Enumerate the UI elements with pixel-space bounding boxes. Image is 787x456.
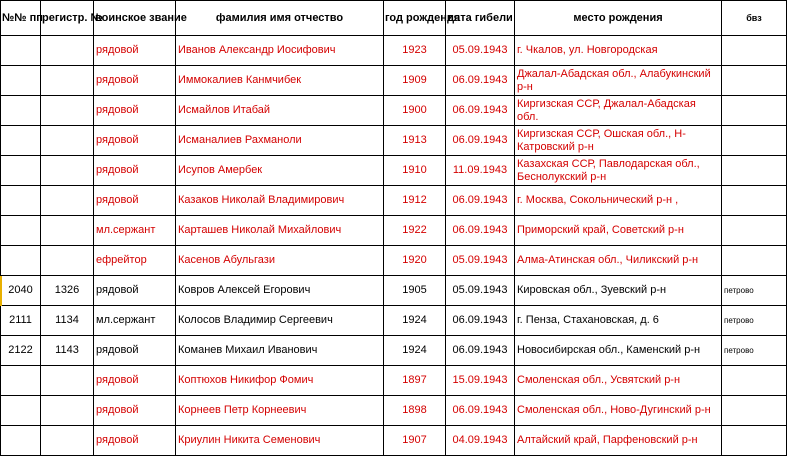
cell-note bbox=[722, 156, 787, 186]
cell-birth-year: 1923 bbox=[384, 36, 446, 66]
cell-birth-year: 1897 bbox=[384, 366, 446, 396]
cell-name: Исманалиев Рахманоли bbox=[176, 126, 384, 156]
cell-num bbox=[1, 216, 41, 246]
cell-note: петрово bbox=[722, 336, 787, 366]
cell-name: Казаков Николай Владимирович bbox=[176, 186, 384, 216]
cell-num bbox=[1, 96, 41, 126]
cell-rank: рядовой bbox=[94, 276, 176, 306]
table-row bbox=[1, 96, 787, 126]
cell-death-date: 06.09.1943 bbox=[446, 396, 515, 426]
cell-num bbox=[1, 36, 41, 66]
cell-num bbox=[1, 186, 41, 216]
header-bvz: бвз bbox=[722, 1, 787, 36]
cell-rank: рядовой bbox=[94, 36, 176, 66]
table-row bbox=[1, 426, 787, 456]
cell-death-date: 06.09.1943 bbox=[446, 186, 515, 216]
row-marker bbox=[0, 276, 2, 306]
table-row bbox=[1, 336, 787, 366]
cell-birth-year: 1924 bbox=[384, 336, 446, 366]
cell-note bbox=[722, 186, 787, 216]
cell-death-date: 06.09.1943 bbox=[446, 306, 515, 336]
cell-birthplace: Приморский край, Советский р-н bbox=[515, 216, 722, 246]
cell-birth-year: 1924 bbox=[384, 306, 446, 336]
cell-name: Ковров Алексей Егорович bbox=[176, 276, 384, 306]
header-birthplace: место рождения bbox=[515, 1, 722, 36]
cell-name: Исмайлов Итабай bbox=[176, 96, 384, 126]
cell-reg bbox=[41, 366, 94, 396]
cell-num bbox=[1, 156, 41, 186]
cell-reg: 1326 bbox=[41, 276, 94, 306]
header-name: фамилия имя отчество bbox=[176, 1, 384, 36]
cell-rank: рядовой bbox=[94, 186, 176, 216]
cell-note bbox=[722, 426, 787, 456]
cell-reg bbox=[41, 396, 94, 426]
cell-birthplace: Алтайский край, Парфеновский р-н bbox=[515, 426, 722, 456]
cell-name: Колосов Владимир Сергеевич bbox=[176, 306, 384, 336]
cell-rank: рядовой bbox=[94, 396, 176, 426]
cell-note bbox=[722, 126, 787, 156]
cell-num bbox=[1, 126, 41, 156]
cell-birthplace: г. Чкалов, ул. Новгородская bbox=[515, 36, 722, 66]
cell-death-date: 05.09.1943 bbox=[446, 36, 515, 66]
cell-name: Команев Михаил Иванович bbox=[176, 336, 384, 366]
cell-rank: мл.сержант bbox=[94, 306, 176, 336]
header-num: №№ пп bbox=[1, 1, 41, 36]
cell-reg bbox=[41, 156, 94, 186]
cell-name: Карташев Николай Михайлович bbox=[176, 216, 384, 246]
cell-note bbox=[722, 96, 787, 126]
cell-birth-year: 1910 bbox=[384, 156, 446, 186]
table-row bbox=[1, 156, 787, 186]
header-row bbox=[1, 1, 787, 36]
cell-birth-year: 1913 bbox=[384, 126, 446, 156]
cell-birth-year: 1920 bbox=[384, 246, 446, 276]
cell-birthplace: г. Пенза, Стахановская, д. 6 bbox=[515, 306, 722, 336]
cell-birth-year: 1912 bbox=[384, 186, 446, 216]
cell-note bbox=[722, 366, 787, 396]
cell-death-date: 11.09.1943 bbox=[446, 156, 515, 186]
table-body bbox=[1, 36, 787, 456]
cell-rank: ефрейтор bbox=[94, 246, 176, 276]
cell-note: петрово bbox=[722, 276, 787, 306]
cell-birth-year: 1922 bbox=[384, 216, 446, 246]
cell-death-date: 06.09.1943 bbox=[446, 96, 515, 126]
cell-note bbox=[722, 246, 787, 276]
cell-reg bbox=[41, 426, 94, 456]
cell-rank: рядовой bbox=[94, 336, 176, 366]
cell-birthplace: Казахская ССР, Павлодарская обл., Беснолукский р-н bbox=[515, 156, 722, 186]
cell-note bbox=[722, 396, 787, 426]
table-row bbox=[1, 306, 787, 336]
cell-note bbox=[722, 36, 787, 66]
table-row bbox=[1, 396, 787, 426]
cell-reg bbox=[41, 36, 94, 66]
cell-num: 2040 bbox=[1, 276, 41, 306]
cell-birthplace: Алма-Атинская обл., Чиликский р-н bbox=[515, 246, 722, 276]
cell-reg bbox=[41, 66, 94, 96]
cell-birthplace: Киргизская ССР, Джалал-Абадская обл. bbox=[515, 96, 722, 126]
cell-reg bbox=[41, 186, 94, 216]
cell-reg: 1134 bbox=[41, 306, 94, 336]
table-row bbox=[1, 126, 787, 156]
table-row bbox=[1, 276, 787, 306]
cell-reg bbox=[41, 126, 94, 156]
cell-birth-year: 1900 bbox=[384, 96, 446, 126]
cell-birthplace: Новосибирская обл., Каменский р-н bbox=[515, 336, 722, 366]
cell-num bbox=[1, 426, 41, 456]
cell-name: Иммокалиев Канмчибек bbox=[176, 66, 384, 96]
cell-rank: рядовой bbox=[94, 366, 176, 396]
cell-num bbox=[1, 246, 41, 276]
header-death-date: дата гибели bbox=[446, 1, 515, 36]
cell-name: Корнеев Петр Корнеевич bbox=[176, 396, 384, 426]
cell-note bbox=[722, 216, 787, 246]
table-row bbox=[1, 66, 787, 96]
cell-name: Касенов Абульгази bbox=[176, 246, 384, 276]
cell-birthplace: Смоленская обл., Ново-Дугинский р-н bbox=[515, 396, 722, 426]
cell-name: Исупов Амербек bbox=[176, 156, 384, 186]
table-row bbox=[1, 216, 787, 246]
cell-death-date: 06.09.1943 bbox=[446, 126, 515, 156]
cell-reg bbox=[41, 216, 94, 246]
cell-rank: рядовой bbox=[94, 66, 176, 96]
cell-death-date: 06.09.1943 bbox=[446, 66, 515, 96]
header-birth-year: год рождения bbox=[384, 1, 446, 36]
cell-num: 2122 bbox=[1, 336, 41, 366]
cell-death-date: 05.09.1943 bbox=[446, 246, 515, 276]
cell-birthplace: г. Москва, Сокольнический р-н , bbox=[515, 186, 722, 216]
cell-rank: мл.сержант bbox=[94, 216, 176, 246]
table-row bbox=[1, 186, 787, 216]
cell-death-date: 15.09.1943 bbox=[446, 366, 515, 396]
header-rank: воинское звание bbox=[94, 1, 176, 36]
cell-note bbox=[722, 66, 787, 96]
table-row bbox=[1, 246, 787, 276]
cell-death-date: 06.09.1943 bbox=[446, 216, 515, 246]
cell-birthplace: Джалал-Абадская обл., Алабукинский р-н bbox=[515, 66, 722, 96]
cell-name: Криулин Никита Семенович bbox=[176, 426, 384, 456]
cell-death-date: 05.09.1943 bbox=[446, 276, 515, 306]
cell-death-date: 06.09.1943 bbox=[446, 336, 515, 366]
cell-num bbox=[1, 396, 41, 426]
cell-birth-year: 1909 bbox=[384, 66, 446, 96]
cell-name: Иванов Александр Иосифович bbox=[176, 36, 384, 66]
cell-rank: рядовой bbox=[94, 426, 176, 456]
cell-rank: рядовой bbox=[94, 96, 176, 126]
cell-num bbox=[1, 366, 41, 396]
cell-rank: рядовой bbox=[94, 126, 176, 156]
cell-birth-year: 1905 bbox=[384, 276, 446, 306]
cell-name: Коптюхов Никифор Фомич bbox=[176, 366, 384, 396]
cell-birthplace: Киргизская ССР, Ошская обл., Н-Катровский р-н bbox=[515, 126, 722, 156]
header-reg: регистр. № bbox=[41, 1, 94, 36]
table-row bbox=[1, 366, 787, 396]
cell-reg: 1143 bbox=[41, 336, 94, 366]
cell-birth-year: 1907 bbox=[384, 426, 446, 456]
cell-birthplace: Кировская обл., Зуевский р-н bbox=[515, 276, 722, 306]
cell-rank: рядовой bbox=[94, 156, 176, 186]
cell-death-date: 04.09.1943 bbox=[446, 426, 515, 456]
cell-birthplace: Смоленская обл., Усвятский р-н bbox=[515, 366, 722, 396]
cell-birth-year: 1898 bbox=[384, 396, 446, 426]
cell-num bbox=[1, 66, 41, 96]
cell-num: 2111 bbox=[1, 306, 41, 336]
cell-reg bbox=[41, 246, 94, 276]
cell-note: петрово bbox=[722, 306, 787, 336]
table-row bbox=[1, 36, 787, 66]
cell-reg bbox=[41, 96, 94, 126]
